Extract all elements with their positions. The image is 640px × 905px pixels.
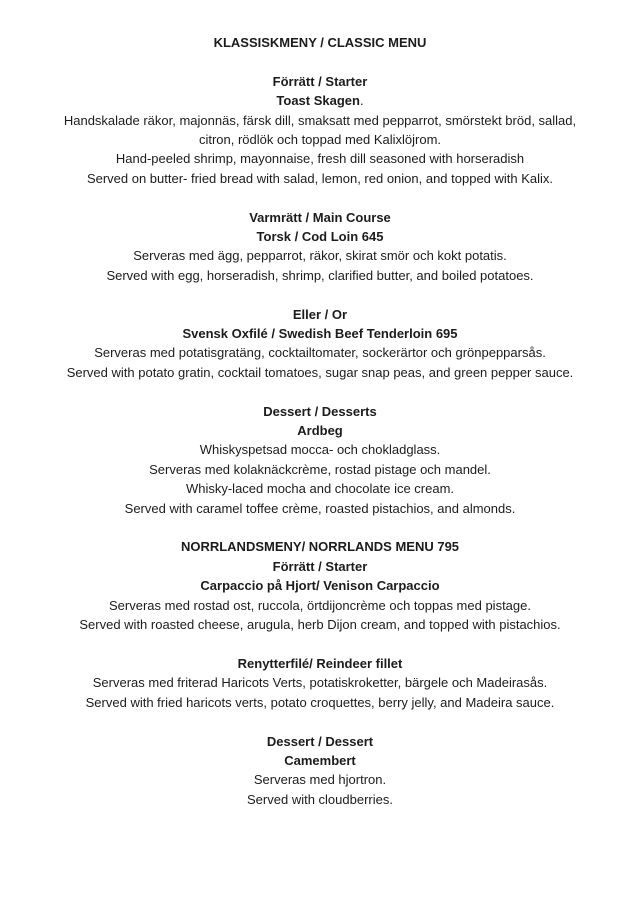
menu-heading (24, 402, 616, 421)
menu-line-text: KLASSISKMENY / CLASSIC MENU (213, 35, 427, 50)
menu-block-norrlands-menu-starter (24, 537, 616, 634)
menu-heading (24, 421, 616, 440)
menu-line-text: Dessert / Dessert (266, 733, 374, 749)
menu-heading (24, 33, 616, 52)
menu-heading (24, 654, 616, 673)
menu-line-text: citron, rödlök och toppad med Kalixlöjrom. (198, 132, 442, 148)
menu-block-classic-main-course-beef (24, 305, 616, 383)
menu-text-line (24, 343, 616, 362)
menu-line-text: Served with roasted cheese, arugula, herb Dijon cream, and topped with pistachios. (79, 617, 561, 633)
menu-line-text: Whiskyspetsad mocca- och chokladglass. (199, 442, 441, 458)
menu-line-text: Varmrätt / Main Course (249, 209, 391, 225)
menu-line-text: Serveras med hjortron. (253, 772, 387, 788)
menu-text-line (24, 149, 616, 168)
menu-heading (24, 91, 616, 110)
menu-text-line (24, 460, 616, 479)
menu-block-norrlands-main-course (24, 654, 616, 712)
menu-line-text: Served with egg, horseradish, shrimp, clarified butter, and boiled potatoes. (106, 267, 534, 283)
menu-line-text: Serveras med friterad Haricots Verts, potatiskroketter, bärgele och Madeirasås. (92, 675, 548, 691)
menu-text-line (24, 596, 616, 615)
menu-text-line (24, 266, 616, 285)
menu-text-line (24, 111, 616, 130)
menu-heading (24, 537, 616, 556)
menu-heading (24, 732, 616, 751)
menu-line-text: NORRLANDSMENY/ NORRLANDS MENU 795 (180, 539, 460, 555)
menu-text-line (24, 479, 616, 498)
menu-line-suffix: . (359, 93, 364, 109)
menu-line-text: Whisky-laced mocha and chocolate ice cream. (185, 481, 455, 497)
menu-line-text: Serveras med kolaknäckcrème, rostad pistage och mandel. (149, 461, 491, 477)
menu-line-text: Hand-peeled shrimp, mayonnaise, fresh dill seasoned with horseradish (115, 151, 525, 167)
menu-text-line (24, 770, 616, 789)
menu-line-text: Serveras med potatisgratäng, cocktailtomater, sockerärtor och grönpepparsås. (94, 345, 546, 361)
menu-text-line (24, 693, 616, 712)
menu-line-text: Handskalade räkor, majonnäs, färsk dill, smaksatt med pepparrot, smörstekt bröd, sallad, (63, 112, 577, 128)
menu-heading (24, 72, 616, 91)
menu-block-classic-menu-title (24, 33, 616, 52)
menu-line-text: Serveras med ägg, pepparrot, räkor, skirat smör och kokt potatis. (133, 248, 507, 264)
menu-line-text: Förrätt / Starter (272, 558, 368, 574)
menu-line-text: Toast Skagen (276, 93, 360, 109)
menu-line-text: Eller / Or (292, 306, 348, 322)
menu-line-text: Svensk Oxfilé / Swedish Beef Tenderloin 695 (182, 326, 458, 342)
menu-line-text: Served with potato gratin, cocktail tomatoes, sugar snap peas, and green pepper sauce. (66, 364, 574, 380)
menu-line-text: Served on butter- fried bread with salad, lemon, red onion, and topped with Kalix. (86, 170, 554, 186)
menu-heading (24, 208, 616, 227)
menu-line-text: Carpaccio på Hjort/ Venison Carpaccio (200, 578, 440, 594)
menu-text-line (24, 363, 616, 382)
menu-text-line (24, 790, 616, 809)
menu-line-text: Torsk / Cod Loin 645 (256, 229, 384, 245)
menu-heading (24, 557, 616, 576)
menu-block-classic-starter (24, 72, 616, 188)
menu-line-text: Ardbeg (297, 423, 343, 439)
menu-text-line (24, 615, 616, 634)
menu-block-classic-dessert (24, 402, 616, 518)
menu-line-text: Förrätt / Starter (272, 73, 368, 89)
menu-heading (24, 227, 616, 246)
menu-line-text: Serveras med rostad ost, ruccola, örtdijoncrème och toppas med pistage. (109, 597, 531, 613)
menu-line-text: Served with caramel toffee crème, roasted pistachios, and almonds. (124, 500, 516, 516)
menu-line-text: Served with fried haricots verts, potato croquettes, berry jelly, and Madeira sauce. (85, 694, 555, 710)
menu-block-norrlands-dessert (24, 732, 616, 810)
menu-text-line (24, 246, 616, 265)
menu-heading (24, 305, 616, 324)
menu-line-text: Dessert / Desserts (263, 403, 377, 419)
menu-text-line (24, 673, 616, 692)
menu-line-text: Served with cloudberries. (247, 791, 393, 807)
menu-heading (24, 576, 616, 595)
menu-line-text: Camembert (284, 752, 356, 768)
menu-heading (24, 751, 616, 770)
menu-text-line (24, 440, 616, 459)
menu-heading (24, 324, 616, 343)
menu-block-classic-main-course-cod (24, 208, 616, 286)
menu-text-line (24, 499, 616, 518)
menu-line-text: Renytterfilé/ Reindeer fillet (237, 655, 403, 671)
menu-text-line (24, 130, 616, 149)
menu-text-line (24, 169, 616, 188)
